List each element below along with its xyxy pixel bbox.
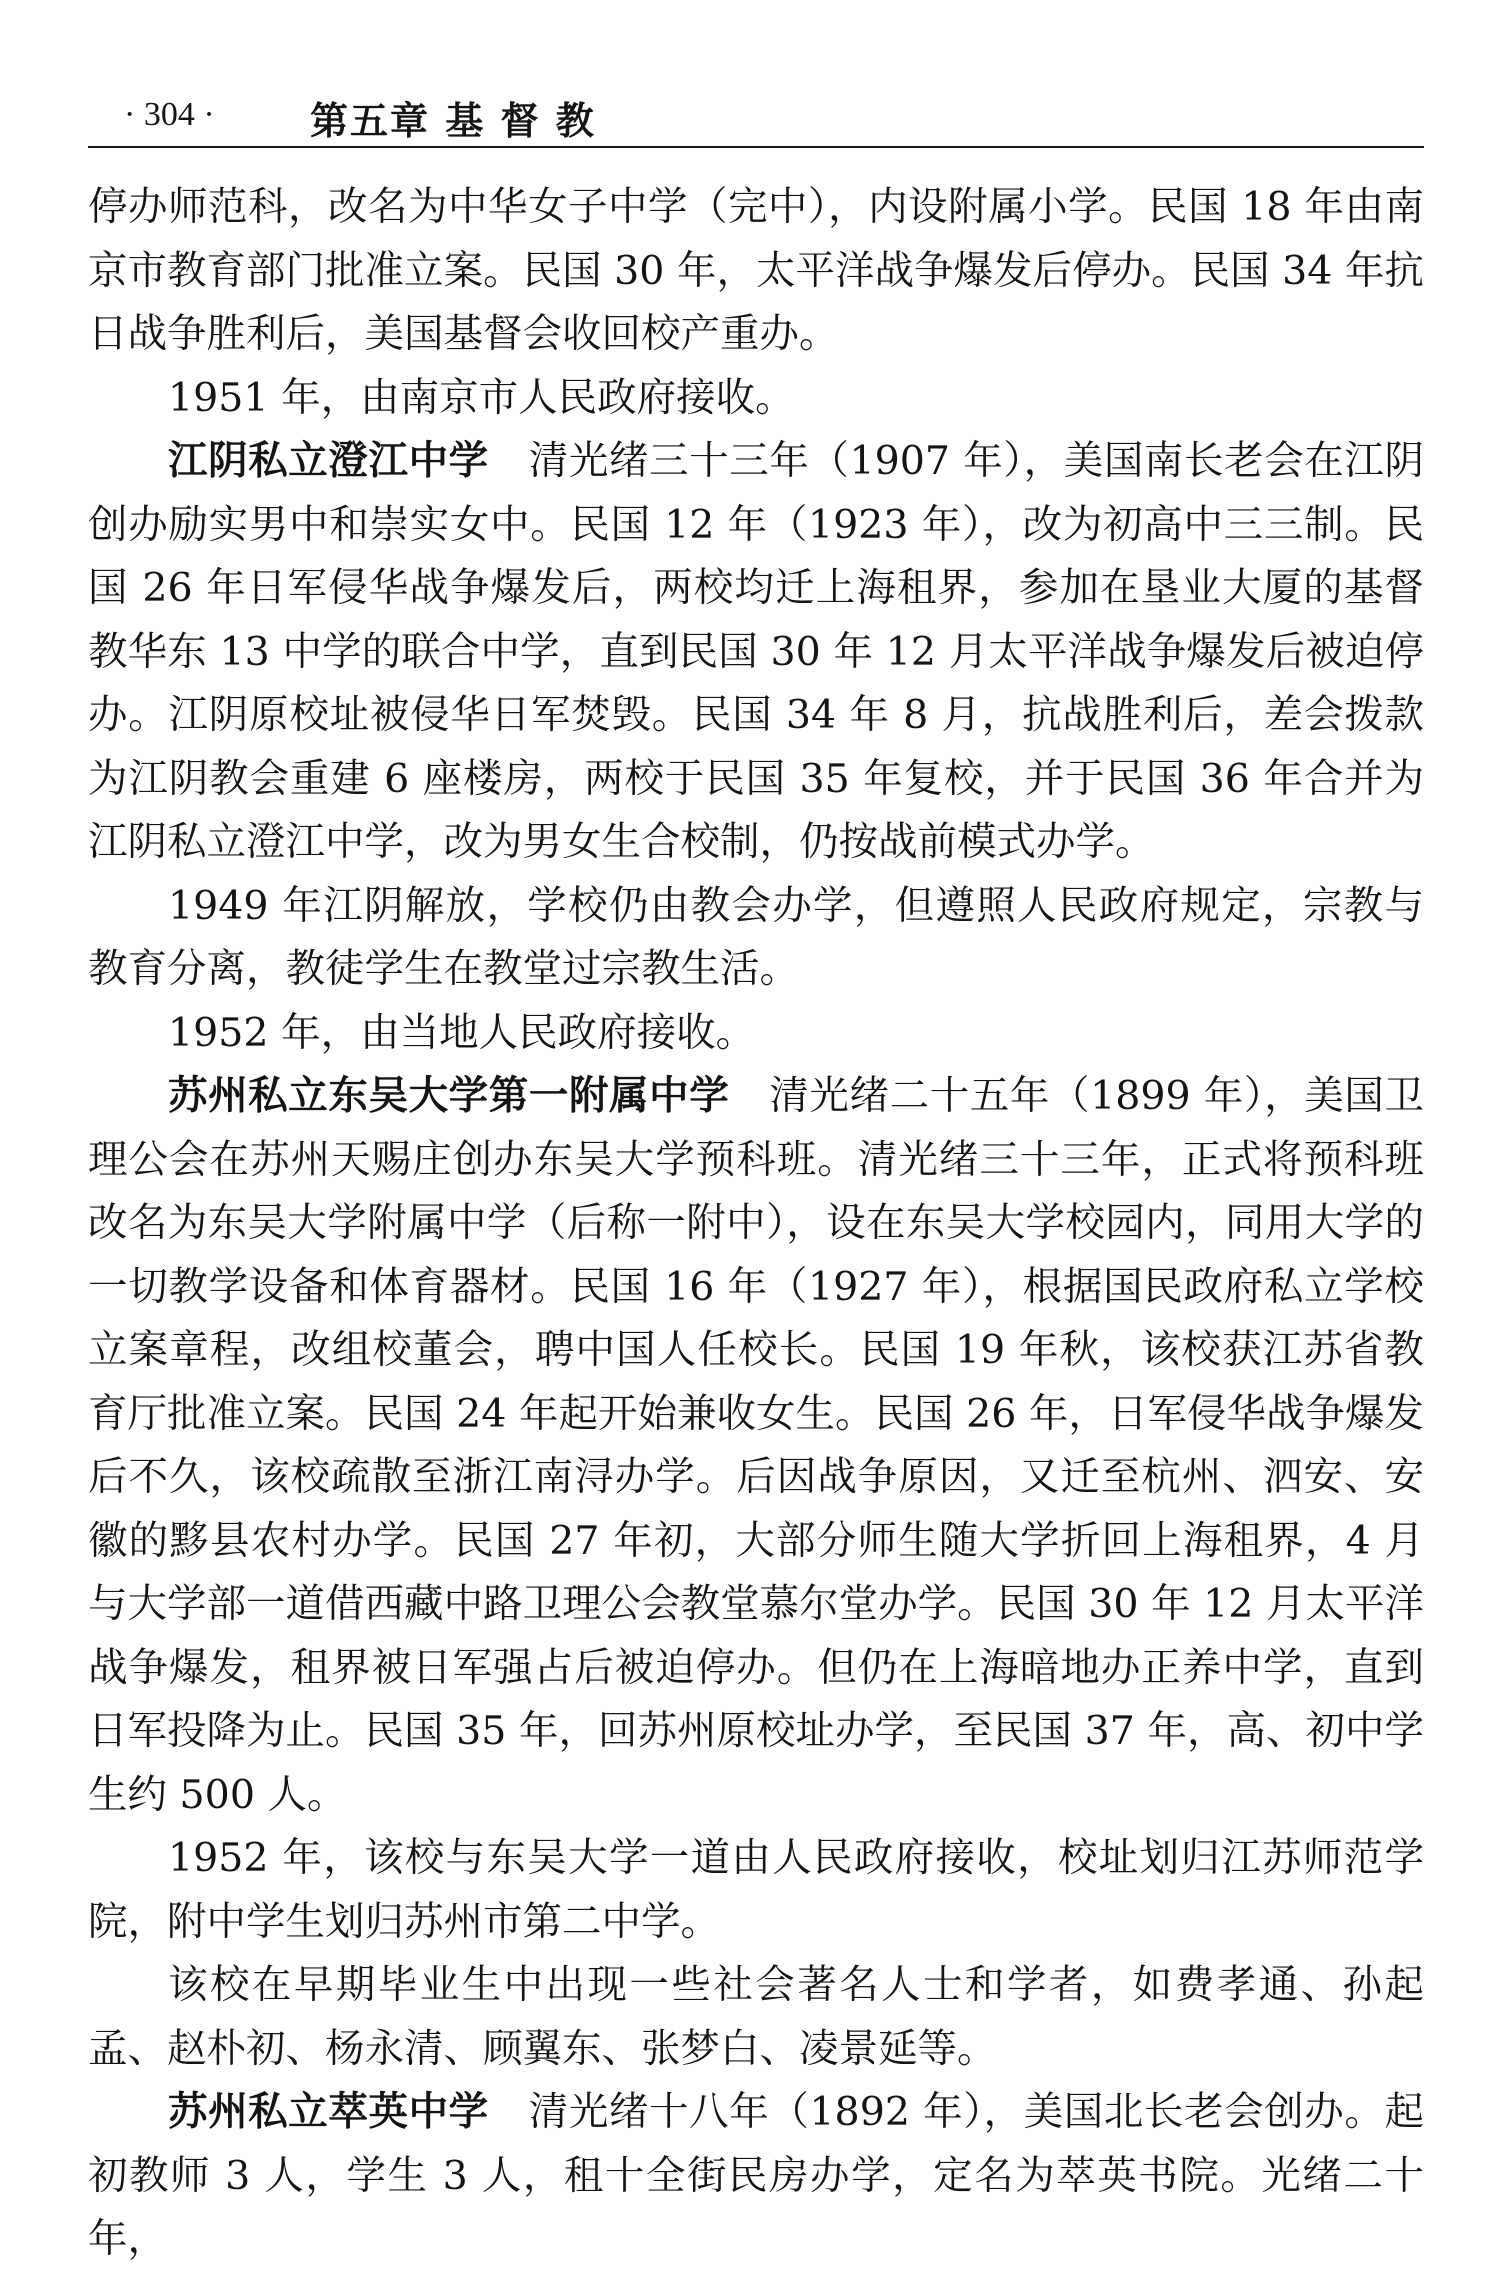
paragraph-text: 清光绪三十三年（1907 年），美国南长老会在江阴创办励实男中和崇实女中。民国 12 年（1923 年），改为初高中三三制。民国 26 年日军侵华战争爆发后，两校均迁上海租界，参加在垦业大厦的基督教华东 13 中学的联合中学，直到民国 30 年 12 月太平洋战争爆发后被迫停办。江阴原校址被侵华日军焚毁。民国 34 年 8 月，抗战胜利后，差会拨款为江阴教会重建 6 座楼房，两校于民国 35 年复校，并于民国 36 年合并为江阴私立澄江中学，改为男女生合校制，仍按战前模式办学。 <box>88 438 1424 865</box>
paragraph <box>88 875 1424 1002</box>
entry-title: 江阴私立澄江中学 <box>168 438 489 484</box>
paragraph <box>88 1827 1424 1954</box>
school-entry-cuiying <box>88 2081 1424 2272</box>
page-number: · 304 · <box>124 96 215 133</box>
school-entry-dongwu <box>88 1065 1424 1827</box>
page-header <box>88 88 1424 148</box>
paragraph-text: 清光绪二十五年（1899 年），美国卫理公会在苏州天赐庄创办东吴大学预科班。清光绪三十三年，正式将预科班改名为东吴大学附属中学（后称一附中），设在东吴大学校园内，同用大学的一切教学设备和体育器材。民国 16 年（1927 年），根据国民政府私立学校立案章程，改组校董会，聘中国人任校长。民国 19 年秋，该校获江苏省教育厅批准立案。民国 24 年起开始兼收女生。民国 26 年，日军侵华战争爆发后不久，该校疏散至浙江南浔办学。后因战争原因，又迁至杭州、泗安、安徽的黟县农村办学。民国 27 年初，大部分师生随大学折回上海租界，4 月与大学部一道借西藏中路卫理公会教堂慕尔堂办学。民国 30 年 12 月太平洋战争爆发，租界被日军强占后被迫停办。但仍在上海暗地办正养中学，直到日军投降为止。民国 35 年，回苏州原校址办学，至民国 37 年，高、初中学生约 500 人。 <box>88 1073 1424 1818</box>
paragraph <box>88 367 1424 431</box>
page-body <box>88 176 1424 2272</box>
paragraph-text: 1949 年江阴解放，学校仍由教会办学，但遵照人民政府规定，宗教与教育分离，教徒学生在教堂过宗教生活。 <box>88 882 1424 992</box>
entry-title: 苏州私立东吴大学第一附属中学 <box>168 1073 730 1119</box>
paragraph-text: 1951 年，由南京市人民政府接收。 <box>168 374 795 421</box>
entry-title: 苏州私立萃英中学 <box>168 2089 489 2135</box>
paragraph-text: 清光绪十八年（1892 年），美国北长老会创办。起初教师 3 人，学生 3 人，租十全街民房办学，定名为萃英书院。光绪二十年， <box>88 2089 1424 2262</box>
paragraph-continued <box>88 176 1424 367</box>
paragraph <box>88 1954 1424 2081</box>
chapter-title: 第五章 基 督 教 <box>310 99 596 143</box>
paragraph-text: 1952 年，由当地人民政府接收。 <box>168 1009 756 1056</box>
paragraph-text: 该校在早期毕业生中出现一些社会著名人士和学者，如费孝通、孙起孟、赵朴初、杨永清、顾翼东、张梦白、凌景延等。 <box>88 1962 1424 2072</box>
paragraph-text: 1952 年，该校与东吴大学一道由人民政府接收，校址划归江苏师范学院，附中学生划归苏州市第二中学。 <box>88 1835 1424 1945</box>
paragraph-text: 停办师范科，改名为中华女子中学（完中），内设附属小学。民国 18 年由南京市教育部门批准立案。民国 30 年，太平洋战争爆发后停办。民国 34 年抗日战争胜利后，美国基督会收回校产重办。 <box>88 184 1424 357</box>
paragraph <box>88 1002 1424 1066</box>
school-entry-chengjiang <box>88 430 1424 875</box>
